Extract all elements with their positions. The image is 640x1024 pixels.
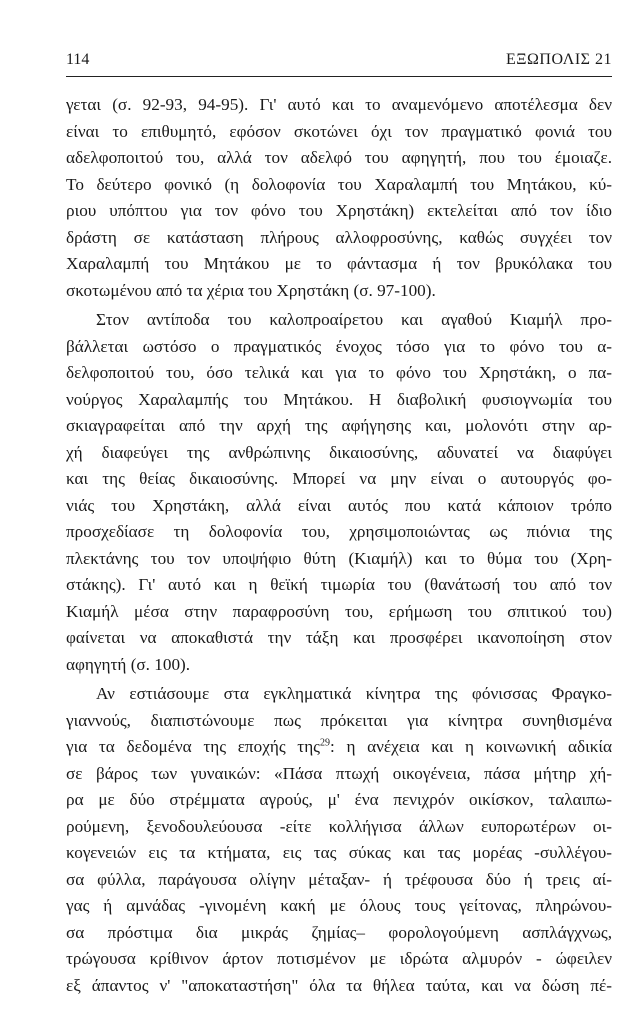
paragraph-1 [66, 92, 612, 304]
text-line: ρούμενη, ξενοδουλεύουσα -είτε κολλήγισα άλλων ευπορωτέρων οι- [66, 816, 612, 836]
text-line: αδελφοποιτού του, αλλά τον αδελφό του αφηγητή, που του έμοιαζε. [66, 148, 612, 167]
text-line: σε βάρος των γυναικών: «Πάσα πτωχή οικογένεια, πάσα μήτηρ χή- [66, 763, 612, 783]
running-head [66, 46, 612, 74]
line-text-tail: : η ανέχεια και η κοινωνική αδικία [330, 737, 612, 756]
line-text: για τα δεδομένα της εποχής της [66, 737, 320, 756]
text-line: νιάς του Χρηστάκη, αλλά είναι αυτός που κατά κάποιον τρόπο [66, 495, 612, 515]
text-line: ριου υπόπτου για τον φόνο του Χρηστάκη) εκτελείται από τον ίδιο [66, 201, 612, 220]
text-line: στάκης). Γι' αυτό και η θεϊκή τιμωρία του (θανάτωσή του από τον [66, 575, 612, 594]
journal-title: ΕΞΩΠΟΛΙΣ 21 [505, 51, 612, 68]
text-line: αφηγητή (σ. 100). [66, 654, 191, 674]
text-line: δράστη σε κατάσταση πλήρους αλλοφροσύνης, καθώς συγχέει τον [66, 227, 612, 247]
text-line: σκοτωμένου από τα χέρια του Χρηστάκη (σ. 97-100). [66, 280, 436, 300]
text-line: Στον αντίποδα του καλοπροαίρετου και αγαθού Κιαμήλ προ- [96, 310, 612, 329]
page-number: 114 [66, 51, 90, 68]
text-line: είναι το επιθυμητό, εφόσον σκοτώνει όχι τον πραγματικό φονιά του [66, 121, 612, 141]
text-line: γεται (σ. 92-93, 94-95). Γι' αυτό και το αναμενόμενο αποτέλεσμα δεν [66, 95, 612, 114]
footnote-marker[interactable]: 29 [320, 737, 330, 749]
text-line: χή διαφεύγει της ανθρώπινης δικαιοσύνης, αδυνατεί να διαφύγει [66, 442, 612, 462]
text-line: κογενειών εις τα κτήματα, εις τας σύκας και τας μορέας -συλλέγου- [66, 843, 612, 862]
text-line: σκιαγραφείται από την αρχή της αφήγησης και, μολονότι στην αρ- [66, 416, 612, 435]
paragraph-3 [66, 681, 612, 999]
header-rule [66, 76, 612, 77]
text-line: γας ή αμνάδας -γινομένη κακή με όλους τους γείτονας, πληρώνου- [66, 896, 612, 915]
text-line: δελφοποιτού του, όσο τελικά και για το φόνο του Χρηστάκη, ο πα- [66, 363, 612, 382]
text-line: Το δεύτερο φονικό (η δολοφονία του Χαραλαμπή του Μητάκου, κύ- [66, 174, 612, 194]
text-line: σα φύλλα, παράγουσα ολίγην μέταξαν- ή τρέφουσα δύο ή τρεις αί- [66, 869, 612, 889]
text-line: εξ άπαντος ν' "αποκαταστήση" όλα τα θήλεα ταύτα, και να δώση πέ- [66, 975, 612, 995]
text-line: βάλλεται ωστόσο ο πραγματικός ένοχος τόσο για το φόνο του α- [66, 336, 612, 356]
text-line: τρώγουσα κρίθινον άρτον ποτισμένον με ιδρώτα αλμυρόν - ώφειλεν [66, 949, 612, 968]
text-line: και της θείας δικαιοσύνης. Μπορεί να μην είναι ο αυτουργός φο- [66, 469, 612, 488]
text-line: νούργος Χαραλαμπής του Μητάκου. Η διαβολική φυσιογνωμία του [66, 389, 612, 409]
text-line: πλεκτάνης του τον υποψήφιο θύτη (Κιαμήλ) και το θύμα του (Χρη- [66, 548, 612, 568]
text-line: Χαραλαμπή του Μητάκου με το φάντασμα ή τον βρυκόλακα του [66, 254, 612, 273]
text-line: Αν εστιάσουμε στα εγκληματικά κίνητρα της φόνισσας Φραγκο- [96, 684, 612, 703]
text-line-with-footnote [66, 734, 612, 761]
text-line: Κιαμήλ μέσα στην παραφροσύνη του, ερήμωση του σπιτικού του) [66, 601, 612, 621]
text-line: ρα με δύο στρέμματα αγρούς, μ' ένα πενιχρόν οικίσκον, ταλαιπω- [66, 790, 612, 809]
paragraph-2 [66, 307, 612, 678]
text-line: σα πρόστιμα δια μικράς ζημίας– φορολογούμενη ασπλάγχνως, [66, 922, 612, 942]
text-line: φαίνεται να αποκαθιστά την τάξη και προσφέρει ικανοποίηση στον [66, 628, 612, 647]
text-line: γιαννούς, διαπιστώνουμε πως πρόκειται για κίνητρα συνηθισμένα [66, 710, 612, 730]
body-text [66, 92, 612, 999]
text-line: προσχεδίασε τη δολοφονία του, χρησιμοποιώντας ως πιόνια της [66, 522, 612, 541]
